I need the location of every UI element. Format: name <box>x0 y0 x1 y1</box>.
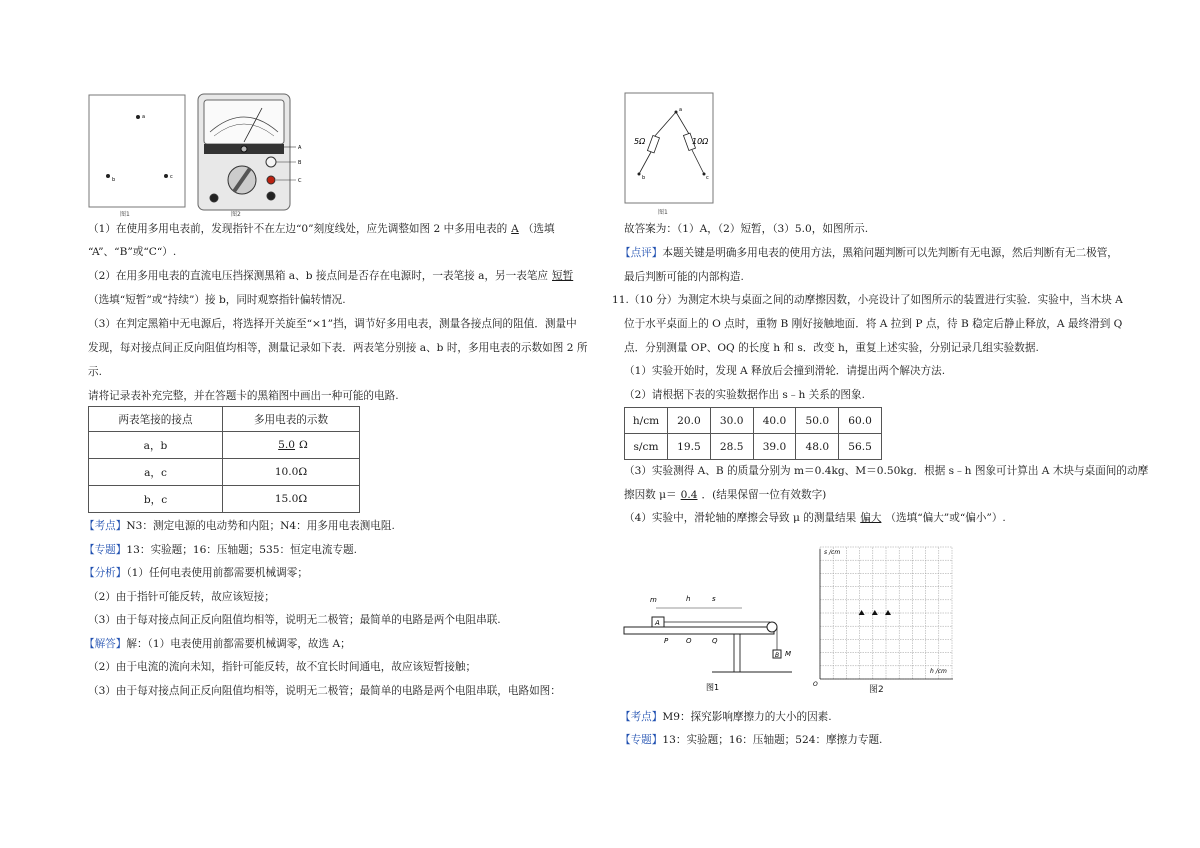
table-row: a，c 10.0Ω <box>89 459 360 486</box>
apparatus-figure <box>622 590 802 696</box>
ab-answer: 5.0 <box>278 439 296 451</box>
meter-label-a: A <box>298 145 302 151</box>
q3-line2: 发现，每对接点间正反向阻值均相等，测量记录如下表．两表笔分别接 a、b 时，多用电表的示数如图 2 所 <box>88 342 588 354</box>
multimeter-figure <box>196 92 396 214</box>
sh-graph <box>808 545 958 695</box>
dianping-line1: 【点评】本题关键是明确多用电表的使用方法，黑箱问题判断可以先判断有无电源，然后判断有无二极管， <box>620 247 1118 259</box>
table-row: b，c 15.0Ω <box>89 486 360 513</box>
graph-xlabel: h /cm <box>930 668 947 675</box>
figure-2-caption: 图2 <box>231 211 241 218</box>
jieda-line3: （3）由于每对接点间正反向阻值均相等，说明无二极管；最简单的电路是两个电阻串联，电路如图： <box>88 685 561 697</box>
point-a-label: a <box>142 114 146 120</box>
q11-line2: 位于水平桌面上的 O 点时，重物 B 刚好接触地面．将 A 拉到 P 点，待 B 稳定后静止释放，A 最终滑到 Q <box>624 318 1123 330</box>
svg-text:A: A <box>655 619 660 627</box>
fenxi-line1: 【分析】（1）任何电表使用前都需要机械调零； <box>84 567 308 579</box>
table-header: 两表笔接的接点 <box>89 407 223 432</box>
kaodian-line: 【考点】N3：测定电源的电动势和内阻；N4：用多用电表测电阻. <box>84 520 395 532</box>
svg-text:B: B <box>775 652 780 659</box>
meter-label-c: C <box>298 178 302 184</box>
sh-table <box>624 407 882 460</box>
q11-part1: （1）实验开始时，发现 A 释放后会撞到滑轮．请提出两个解决方法. <box>624 365 946 377</box>
table-header: 多用电表的示数 <box>223 407 360 432</box>
q1-line2: “A”、“B”或“C“）. <box>88 246 177 258</box>
svg-text:h: h <box>686 595 691 603</box>
black-box-figure <box>88 94 188 218</box>
jieda-line2: （2）由于电流的流向未知，指针可能反转，故不宜长时间通电，故应该短暂接触； <box>88 661 477 673</box>
svg-text:O: O <box>686 637 692 645</box>
q3-line4: 请将记录表补充完整，并在答题卡的黑箱图中画出一种可能的电路. <box>88 390 399 402</box>
fenxi-line3: （3）由于每对接点间正反向阻值均相等，说明无二极管；最简单的电路是两个电阻串联. <box>88 614 501 626</box>
q2-answer: 短暂 <box>552 270 574 282</box>
svg-text:m: m <box>650 596 657 604</box>
graph-ylabel: s /cm <box>824 549 841 556</box>
bias-answer: 偏大 <box>860 512 882 524</box>
svg-text:a: a <box>679 107 683 113</box>
answer-summary: 故答案为：（1）A，（2）短暂，（3）5.0，如图所示. <box>624 223 869 235</box>
svg-text:s: s <box>712 595 716 603</box>
point-b-label: b <box>112 177 116 183</box>
record-table <box>88 406 360 513</box>
zhuanti-line-right: 【专题】13：实验题；16：压轴题；524：摩擦力专题. <box>620 734 883 746</box>
circuit-answer-figure <box>624 92 716 216</box>
svg-text:M: M <box>785 650 792 658</box>
q11-line1: 11.（10 分）为测定木块与桌面之间的动摩擦因数，小亮设计了如图所示的装置进行实验．实验中，当木块 A <box>612 294 1123 306</box>
q11-line3: 点．分别测量 OP、OQ 的长度 h 和 s．改变 h，重复上述实验，分别记录几组实验数据. <box>624 342 1039 354</box>
table-row: a，b 5.0 Ω <box>89 432 360 459</box>
svg-text:P: P <box>664 637 669 645</box>
q2-line2: （选填“短暂”或“持续”）接 b，同时观察指针偏转情况. <box>88 294 346 306</box>
kaodian-line-right: 【考点】M9：探究影响摩擦力的大小的因素. <box>620 711 832 723</box>
point-c-label: c <box>170 174 173 180</box>
q2-line1: （2）在用多用电表的直流电压挡探测黑箱 a、b 接点间是否存在电源时，一表笔接 a，另一表笔应 短暂 <box>88 269 577 283</box>
fenxi-line2: （2）由于指针可能反转，故应该短接； <box>88 591 275 603</box>
svg-text:c: c <box>706 175 709 181</box>
svg-text:b: b <box>642 175 646 181</box>
q11-part4: （4）实验中，滑轮轴的摩擦会导致 μ 的测量结果 偏大 （选填“偏大”或“偏小”）. <box>624 512 1006 524</box>
figure-1-caption: 图1 <box>120 211 130 218</box>
q11-part3-line2: 擦因数 μ＝ 0.4 ．(结果保留一位有效数字) <box>624 489 827 501</box>
q1-line1: （1）在使用多用电表前，发现指针不在左边“0”刻度线处，应先调整如图 2 中多用电表的 A （选填 <box>88 223 555 235</box>
meter-label-b: B <box>298 160 302 166</box>
q1-answer: A <box>511 223 519 235</box>
circuit-caption: 图1 <box>658 209 668 216</box>
q11-part3-line1: （3）实验测得 A、B 的质量分别为 m＝0.4kg、M＝0.50kg．根据 s﹣h 图象可计算出 A 木块与桌面间的动摩 <box>624 465 1149 477</box>
table-row: s/cm 19.5 28.5 39.0 48.0 56.5 <box>625 434 882 460</box>
r1-label: 5Ω <box>634 137 646 146</box>
dianping-line2: 最后判断可能的内部构造. <box>624 271 744 283</box>
q3-line3: 示. <box>88 366 102 378</box>
q11-part2: （2）请根据下表的实验数据作出 s﹣h 关系的图象. <box>624 389 865 401</box>
apparatus-caption: 图1 <box>706 683 720 692</box>
table-row: h/cm 20.0 30.0 40.0 50.0 60.0 <box>625 408 882 434</box>
zhuanti-line: 【专题】13：实验题；16：压轴题；535：恒定电流专题. <box>84 544 358 556</box>
q3-line1: （3）在判定黑箱中无电源后，将选择开关旋至“×1”挡，调节好多用电表，测量各接点间的阻值．测量中 <box>88 318 577 330</box>
r2-label: 10Ω <box>692 137 709 146</box>
graph-origin: O <box>813 681 818 688</box>
graph-caption: 图2 <box>869 685 884 695</box>
mu-answer: 0.4 <box>680 489 698 501</box>
svg-text:Q: Q <box>712 637 718 645</box>
jieda-line1: 【解答】解：（1）电表使用前都需要机械调零，故选 A； <box>84 638 351 650</box>
